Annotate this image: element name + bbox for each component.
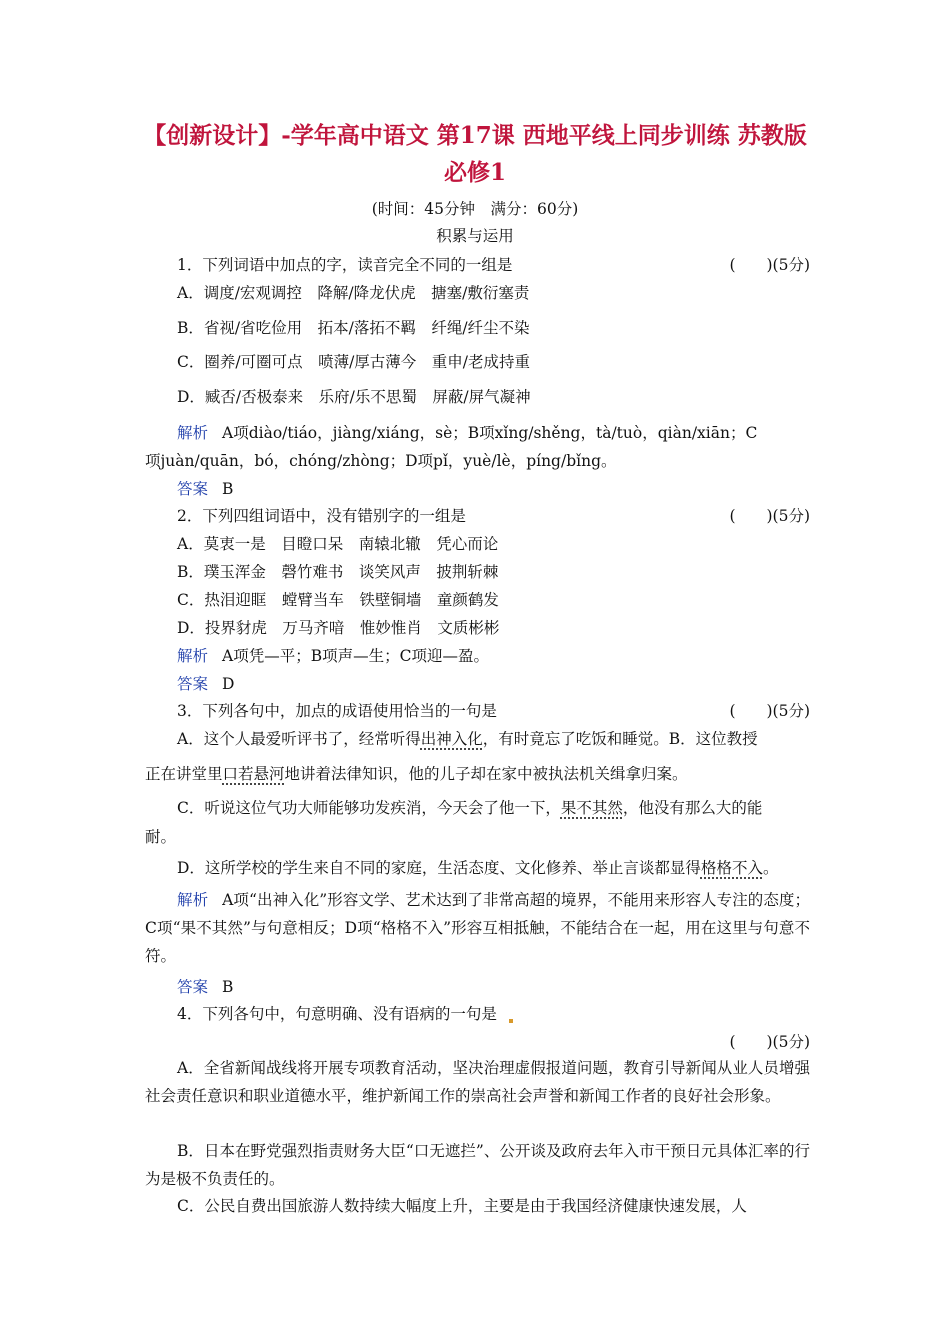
q3-analysis: 解析 A项“出神入化”形容文学、艺术达到了非常高超的境界，不能用来形容人专注的态度；C项“果不其然”与句意相反；D项“格格不入”形容互相抵触，不能结合在一起，用在这里与句意不符。 [145,891,810,965]
question-4-stem: 4．下列各句中，句意明确、没有语病的一句是 [177,1003,810,1025]
q3-option-c-cont: 耐。 [145,828,177,846]
score-box: ( )(5分) [729,702,810,720]
dotted-idiom: 出神入化 [420,730,483,748]
q2-option-b: B．璞玉浑金 磬竹难书 谈笑风声 披荆斩棘 [177,563,499,581]
analysis-label: 解析 [177,424,209,442]
dotted-idiom: 口若悬河 [222,765,285,783]
question-2-stem: 2．下列四组词语中，没有错别字的一组是 ( )(5分) [177,507,810,525]
q2-answer: 答案 D [177,675,235,693]
marker-dot [509,1019,513,1023]
answer-label: 答案 [177,480,209,498]
q4-option-b: B．日本在野党强烈指责财务大臣“口无遮拦”、公开谈及政府去年入市干预日元具体汇率的行为是极不负责任的。 [145,1142,810,1188]
score-box: ( )(5分) [729,507,810,525]
q1-analysis-cont: 项juàn/quān，bó，chóng/zhòng；D项pǐ，yuè/lè，píng/bǐng。 [145,452,617,470]
q1-answer: 答案 B [177,480,234,498]
q1-option-b: B．省视/省吃俭用 拓本/落拓不羁 纤绳/纤尘不染 [177,319,530,337]
q1-option-a: A．调度/宏观调控 降解/降龙伏虎 搪塞/敷衍塞责 [177,284,530,302]
analysis-label: 解析 [177,647,209,665]
q3-option-a: A．这个人最爱听评书了，经常听得出神入化，有时竟忘了吃饭和睡觉。B．这位教授 [177,730,758,748]
q2-analysis: 解析 A项凭—平；B项声—生；C项迎—盈。 [177,647,489,665]
q4-option-a: A．全省新闻战线将开展专项教育活动，坚决治理虚假报道问题，教育引导新闻从业人员增强社会责任意识和职业道德水平，维护新闻工作的崇高社会声誉和新闻工作者的良好社会形象。 [145,1059,810,1105]
q3-option-b: 正在讲堂里口若悬河地讲着法律知识，他的儿子却在家中被执法机关缉拿归案。 [145,765,688,783]
time-info: (时间：45分钟 满分：60分) [371,200,579,218]
dotted-idiom: 果不其然 [560,799,623,817]
question-3-stem: 3．下列各句中，加点的成语使用恰当的一句是 ( )(5分) [177,702,810,720]
q3-option-d: D．这所学校的学生来自不同的家庭，生活态度、文化修养、举止言谈都显得格格不入。 [177,859,779,877]
analysis-label: 解析 [177,891,209,909]
document-title-line1: 【创新设计】-学年高中语文 第17课 西地平线上同步训练 苏教版 [143,122,807,149]
q1-option-c: C．圈养/可圈可点 喷薄/厚古薄今 重申/老成持重 [177,353,531,371]
q3-option-c: C．听说这位气功大师能够功发疾消，今天会了他一下，果不其然，他没有那么大的能 [177,799,763,817]
answer-label: 答案 [177,978,209,996]
q4-score: ( )(5分) [729,1033,810,1051]
question-1-stem: 1．下列词语中加点的字，读音完全不同的一组是 ( )(5分) [177,256,810,274]
q3-answer: 答案 B [177,978,234,996]
section-heading: 积累与运用 [436,227,514,245]
q4-option-c: C．公民自费出国旅游人数持续大幅度上升，主要是由于我国经济健康快速发展，人 [177,1197,747,1215]
answer-label: 答案 [177,675,209,693]
q1-analysis: 解析 A项diào/tiáo，jiàng/xiáng，sè；B项xǐng/shěng，tà/tuò，qiàn/xiān；C [177,424,758,442]
q1-option-d: D．臧否/否极泰来 乐府/乐不思蜀 屏蔽/屏气凝神 [177,388,531,406]
dotted-idiom: 格格不入 [700,859,763,877]
score-box: ( )(5分) [729,256,810,274]
q2-option-d: D．投界豺虎 万马齐喑 惟妙惟肖 文质彬彬 [177,619,500,637]
q2-option-a: A．莫衷一是 目瞪口呆 南辕北辙 凭心而论 [177,535,499,553]
q2-option-c: C．热泪迎眶 螳臂当车 铁壁铜墙 童颜鹤发 [177,591,499,609]
document-title-line2: 必修1 [443,159,506,186]
